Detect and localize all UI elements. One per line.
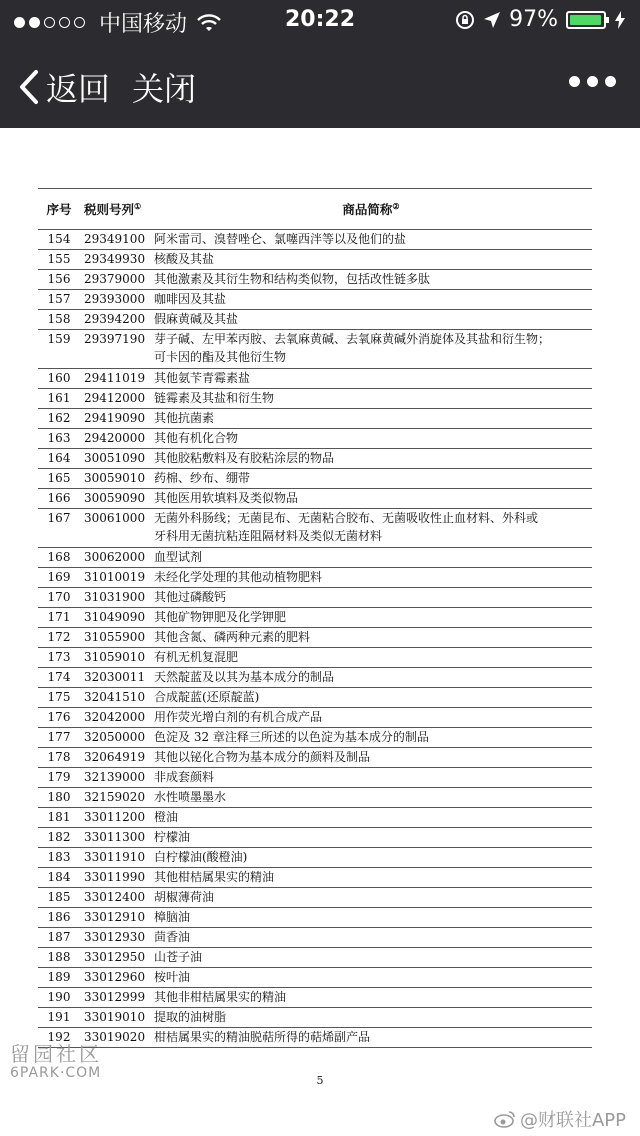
table-row [38,270,592,290]
row-code: 30062000 [80,548,150,568]
table-row [38,668,592,688]
watermark-right [494,1106,626,1132]
row-name: 其他以铋化合物为基本成分的颜料及制品 [150,748,592,768]
row-name: 其他胶粘敷料及有胶粘涂层的物品 [150,449,592,469]
row-name: 药棉、纱布、绷带 [150,469,592,489]
row-index: 179 [38,768,80,788]
row-name: 色淀及 32 章注释三所述的以色淀为基本成分的制品 [150,728,592,748]
row-code: 31049090 [80,608,150,628]
location-arrow-icon [483,11,501,29]
row-code: 33011910 [80,848,150,868]
status-right [447,7,626,32]
table-row [38,409,592,429]
row-code: 33012960 [80,968,150,988]
watermark-left-site: 6PARK·COM [10,1065,102,1081]
row-index: 185 [38,888,80,908]
header-name: 商品简称② [150,189,592,230]
row-index: 190 [38,988,80,1008]
row-code: 33011300 [80,828,150,848]
row-name: 白柠檬油(酸橙油) [150,848,592,868]
row-code: 30059010 [80,469,150,489]
row-code: 32064919 [80,748,150,768]
row-code: 32042000 [80,708,150,728]
table-row [38,449,592,469]
row-index: 163 [38,429,80,449]
row-name-line: 可卡因的酯及其他衍生物 [154,350,287,364]
tariff-table [38,188,592,1048]
row-name: 提取的油树脂 [150,1008,592,1028]
status-bar [0,0,640,40]
carrier-name: 中国移动 [99,12,188,37]
row-name: 阿米雷司、溴替唑仑、氯噻西泮等以及他们的盐 [150,230,592,250]
row-code: 31055900 [80,628,150,648]
row-index: 187 [38,928,80,948]
row-index: 175 [38,688,80,708]
document-page [0,128,640,1136]
row-name: 咖啡因及其盐 [150,290,592,310]
row-name: 橙油 [150,808,592,828]
row-index: 169 [38,568,80,588]
table-row [38,429,592,449]
row-name: 天然靛蓝及以其为基本成分的制品 [150,668,592,688]
row-index: 154 [38,230,80,250]
row-code: 30061000 [80,509,150,548]
rotation-lock-icon [455,10,475,30]
chevron-left-icon [18,69,40,105]
row-name: 其他含氮、磷两种元素的肥料 [150,628,592,648]
row-index: 161 [38,389,80,409]
row-name-line: 牙科用无菌抗粘连阻隔材料及类似无菌材料 [154,529,383,543]
row-code: 33011990 [80,868,150,888]
row-code: 29394200 [80,310,150,330]
table-row [38,808,592,828]
row-name: 其他非柑桔属果实的精油 [150,988,592,1008]
row-code: 30051090 [80,449,150,469]
row-code: 33019010 [80,1008,150,1028]
watermark-left [10,1038,102,1081]
table-row [38,788,592,808]
row-code: 33012950 [80,948,150,968]
more-options-button[interactable] [562,76,616,87]
row-index: 166 [38,489,80,509]
row-index: 171 [38,608,80,628]
row-name [150,509,592,548]
row-index: 168 [38,548,80,568]
table-row [38,828,592,848]
row-name: 其他过磷酸钙 [150,588,592,608]
row-index: 189 [38,968,80,988]
table-row [38,688,592,708]
table-row [38,648,592,668]
table-row [38,848,592,868]
table-row [38,250,592,270]
table-row [38,868,592,888]
row-name-line: 芽子碱、左甲苯丙胺、去氧麻黄碱、去氧麻黄碱外消旋体及其盐和衍生物； [154,332,551,346]
row-name: 用作荧光增白剂的有机合成产品 [150,708,592,728]
row-name: 胡椒薄荷油 [150,888,592,908]
row-name: 有机无机复混肥 [150,648,592,668]
row-code: 29419090 [80,409,150,429]
row-index: 162 [38,409,80,429]
more-dot-icon [605,76,616,87]
row-index: 186 [38,908,80,928]
row-index: 180 [38,788,80,808]
row-index: 188 [38,948,80,968]
row-name: 茴香油 [150,928,592,948]
page-number: 5 [316,1074,324,1087]
row-code: 33012930 [80,928,150,948]
row-name: 未经化学处理的其他动植物肥料 [150,568,592,588]
row-code: 32159020 [80,788,150,808]
table-row [38,888,592,908]
table-row [38,928,592,948]
header-index: 序号 [38,189,80,230]
table-row [38,469,592,489]
row-name-line: 无菌外科肠线；无菌昆布、无菌粘合胶布、无菌吸收性止血材料、外科或 [154,511,539,525]
table-row [38,389,592,409]
row-name: 血型试剂 [150,548,592,568]
row-name: 核酸及其盐 [150,250,592,270]
table-row [38,548,592,568]
weibo-logo-icon [494,1110,516,1128]
more-dot-icon [587,76,598,87]
battery-icon [566,11,606,29]
table-row [38,369,592,389]
row-code: 29397190 [80,330,150,369]
table-row [38,608,592,628]
row-index: 174 [38,668,80,688]
top-bar [0,0,640,128]
row-code: 31059010 [80,648,150,668]
row-code: 29349930 [80,250,150,270]
status-time: 20:22 [284,7,356,32]
table-row [38,230,592,250]
row-index: 191 [38,1008,80,1028]
table-row [38,509,592,548]
row-index: 172 [38,628,80,648]
row-name: 其他有机化合物 [150,429,592,449]
row-index: 167 [38,509,80,548]
row-index: 181 [38,808,80,828]
row-index: 158 [38,310,80,330]
row-code: 31031900 [80,588,150,608]
row-code: 32030011 [80,668,150,688]
table-row [38,948,592,968]
row-index: 159 [38,330,80,369]
table-row [38,768,592,788]
close-button[interactable]: 关闭 [132,70,197,108]
row-code: 30059090 [80,489,150,509]
row-code: 32050000 [80,728,150,748]
row-name: 桉叶油 [150,968,592,988]
signal-strength-icon [14,17,89,28]
table-row [38,290,592,310]
table-row [38,628,592,648]
row-index: 182 [38,828,80,848]
table-row [38,728,592,748]
header-code: 税则号列① [80,189,150,230]
row-code: 33012999 [80,988,150,1008]
table-row [38,588,592,608]
row-index: 173 [38,648,80,668]
row-name: 其他医用软填料及类似物品 [150,489,592,509]
row-name: 合成靛蓝(还原靛蓝) [150,688,592,708]
row-code: 29349100 [80,230,150,250]
status-left [14,7,221,38]
row-name: 水性喷墨墨水 [150,788,592,808]
row-index: 183 [38,848,80,868]
row-index: 178 [38,748,80,768]
row-code: 31010019 [80,568,150,588]
table-row [38,1008,592,1028]
row-code: 29379000 [80,270,150,290]
wifi-icon [197,13,221,33]
table-row [38,310,592,330]
row-name: 其他柑桔属果实的精油 [150,868,592,888]
table-row [38,708,592,728]
watermark-right-text: @财联社APP [519,1110,626,1131]
row-code: 33011200 [80,808,150,828]
table-row [38,968,592,988]
row-name: 其他激素及其衍生物和结构类似物，包括改性链多肽 [150,270,592,290]
row-code: 32139000 [80,768,150,788]
battery-percent: 97% [509,7,558,32]
row-index: 192 [38,1028,80,1048]
row-index: 170 [38,588,80,608]
row-name: 其他抗菌素 [150,409,592,429]
row-code: 29393000 [80,290,150,310]
back-label: 返回 [46,70,111,108]
back-button[interactable] [18,64,110,110]
row-code: 33012400 [80,888,150,908]
row-index: 177 [38,728,80,748]
row-name: 其他氨苄青霉素盐 [150,369,592,389]
row-code: 33012910 [80,908,150,928]
row-code: 29411019 [80,369,150,389]
row-name: 其他矿物钾肥及化学钾肥 [150,608,592,628]
row-name: 樟脑油 [150,908,592,928]
row-index: 184 [38,868,80,888]
more-dot-icon [569,76,580,87]
table-row [38,908,592,928]
row-name: 柑桔属果实的精油脱萜所得的萜烯副产品 [150,1028,592,1048]
table-row [38,568,592,588]
row-index: 156 [38,270,80,290]
row-name: 非成套颜料 [150,768,592,788]
table-row [38,330,592,369]
row-name: 山苍子油 [150,948,592,968]
table-row [38,489,592,509]
row-code: 29412000 [80,389,150,409]
row-code: 32041510 [80,688,150,708]
table-header-row [38,189,592,230]
row-index: 176 [38,708,80,728]
row-code: 29420000 [80,429,150,449]
row-name [150,330,592,369]
row-name: 柠檬油 [150,828,592,848]
row-index: 155 [38,250,80,270]
charging-bolt-icon [614,11,626,29]
table-row [38,748,592,768]
navigation-bar [0,40,640,128]
row-index: 160 [38,369,80,389]
row-index: 165 [38,469,80,489]
table-row [38,988,592,1008]
table-body [38,230,592,1048]
row-index: 164 [38,449,80,469]
watermark-left-title: 留园社区 [10,1042,102,1066]
row-code: 33019020 [80,1028,150,1048]
row-index: 157 [38,290,80,310]
row-name: 链霉素及其盐和衍生物 [150,389,592,409]
row-name: 假麻黄碱及其盐 [150,310,592,330]
table-row [38,1028,592,1048]
